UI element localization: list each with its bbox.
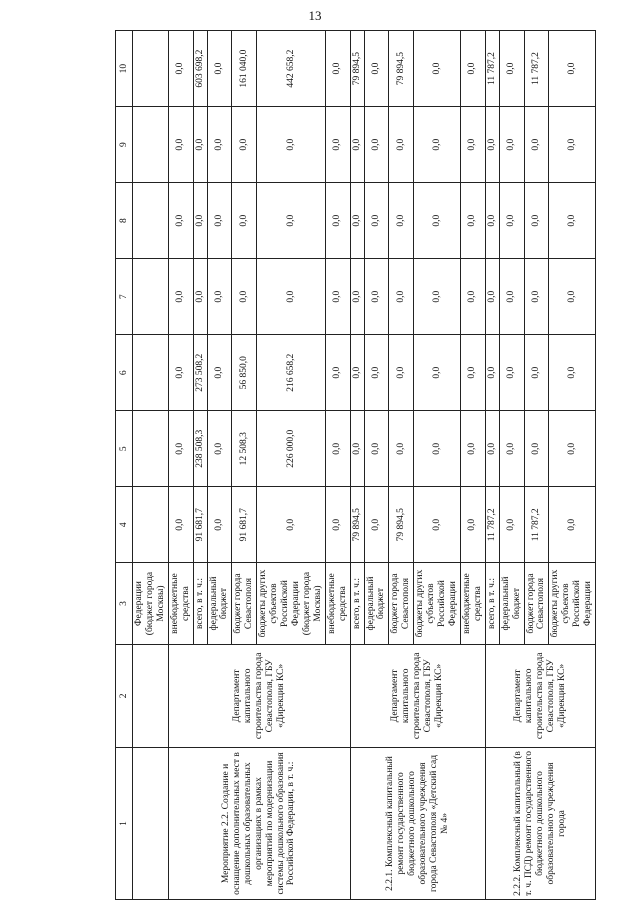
value-cell: 0,0 [499, 31, 524, 107]
column-number-row [116, 31, 133, 900]
value-cell: 0,0 [350, 107, 364, 183]
value-cell: 0,0 [193, 183, 207, 259]
value-cell: 0,0 [207, 107, 232, 183]
value-cell: 11 787,2 [524, 487, 549, 563]
value-cell: 0,0 [193, 259, 207, 335]
value-cell: 0,0 [549, 487, 596, 563]
page-number: 13 [308, 8, 322, 23]
value-cell: 0,0 [414, 335, 461, 411]
value-cell: 0,0 [499, 183, 524, 259]
col-number: 9 [116, 107, 133, 183]
value-cell: 442 658,2 [257, 31, 326, 107]
value-cell: 0,0 [460, 259, 485, 335]
funding-source: Федерации (бюджет города Москвы) [133, 563, 169, 644]
value-cell: 238 508,3 [193, 411, 207, 487]
value-cell: 0,0 [460, 31, 485, 107]
value-cell: 0,0 [350, 183, 364, 259]
table-row [168, 31, 193, 900]
funding-source: бюджеты других субъектов Российской Федерации [549, 563, 596, 644]
value-cell: 0,0 [414, 487, 461, 563]
value-cell: 0,0 [325, 411, 350, 487]
value-cell: 0,0 [499, 259, 524, 335]
funding-source: бюджет города Севастополя [524, 563, 549, 644]
value-cell: 0,0 [460, 107, 485, 183]
col-number: 1 [116, 747, 133, 899]
value-cell: 0,0 [485, 259, 499, 335]
value-cell: 0,0 [325, 335, 350, 411]
value-cell: 0,0 [257, 107, 326, 183]
value-cell: 0,0 [460, 335, 485, 411]
value-cell: 0,0 [549, 335, 596, 411]
value-cell: 0,0 [364, 487, 389, 563]
value-cell: 0,0 [414, 411, 461, 487]
value-cell: 0,0 [414, 31, 461, 107]
rotated-table-area [115, 30, 605, 900]
value-cell: 0,0 [524, 107, 549, 183]
value-cell: 0,0 [207, 411, 232, 487]
value-cell: 0,0 [364, 31, 389, 107]
value-cell: 0,0 [549, 259, 596, 335]
value-cell: 0,0 [207, 487, 232, 563]
value-cell: 11 787,2 [485, 31, 499, 107]
value-cell: 0,0 [257, 183, 326, 259]
funding-source: внебюджетные средства [460, 563, 485, 644]
value-cell: 0,0 [485, 335, 499, 411]
value-cell: 0,0 [389, 183, 414, 259]
executor: Департамент капитального строительства города Севастополя, ГБУ «Дирекция КС» [485, 644, 595, 747]
value-cell: 0,0 [207, 259, 232, 335]
value-cell: 0,0 [350, 259, 364, 335]
value-cell: 0,0 [549, 411, 596, 487]
value-cell: 0,0 [549, 31, 596, 107]
value-cell: 0,0 [364, 107, 389, 183]
funding-source: всего, в т. ч.: [193, 563, 207, 644]
value-cell: 0,0 [549, 107, 596, 183]
funding-source: бюджет города Севастополя [389, 563, 414, 644]
value-cell: 0,0 [168, 335, 193, 411]
continuation-row [133, 31, 169, 900]
value-cell: 0,0 [325, 31, 350, 107]
value-cell: 0,0 [389, 259, 414, 335]
value-cell: 0,0 [499, 487, 524, 563]
value-cell: 0,0 [325, 259, 350, 335]
value-cell: 0,0 [168, 183, 193, 259]
value-cell: 0,0 [524, 259, 549, 335]
value-cell: 0,0 [364, 259, 389, 335]
rotated-content [115, 30, 605, 900]
funding-source: всего, в т. ч.: [485, 563, 499, 644]
col-number: 5 [116, 411, 133, 487]
value-cell: 0,0 [524, 183, 549, 259]
value-cell: 79 894,5 [389, 31, 414, 107]
funding-source: бюджет города Севастополя [232, 563, 257, 644]
value-cell: 0,0 [524, 335, 549, 411]
value-cell: 0,0 [232, 183, 257, 259]
funding-table [115, 30, 596, 900]
value-cell: 11 787,2 [485, 487, 499, 563]
value-cell: 0,0 [389, 107, 414, 183]
value-cell: 0,0 [168, 411, 193, 487]
event-name: 2.2.1. Комплексный капитальный ремонт государственного бюджетного дошкольного образовательного учреждения города Севастополя «Детский сад № 4» [350, 747, 485, 899]
funding-source: федеральный бюджет [499, 563, 524, 644]
col-number: 6 [116, 335, 133, 411]
value-cell: 79 894,5 [389, 487, 414, 563]
value-cell: 0,0 [414, 107, 461, 183]
table-body [133, 31, 596, 900]
value-cell: 0,0 [549, 183, 596, 259]
value-cell: 0,0 [524, 411, 549, 487]
value-cell: 0,0 [325, 107, 350, 183]
value-cell: 0,0 [460, 487, 485, 563]
col-number: 8 [116, 183, 133, 259]
value-cell: 0,0 [414, 259, 461, 335]
value-cell: 0,0 [232, 107, 257, 183]
funding-source: бюджеты других субъектов Российской Федерации (бюджет города Москвы) [257, 563, 326, 644]
value-cell: 0,0 [325, 183, 350, 259]
value-cell: 0,0 [460, 183, 485, 259]
value-cell: 0,0 [485, 411, 499, 487]
value-cell: 0,0 [168, 259, 193, 335]
executor: Департамент капитального строительства города Севастополя, ГБУ «Дирекция КС» [350, 644, 485, 747]
value-cell: 0,0 [168, 107, 193, 183]
funding-source: всего, в т. ч.: [350, 563, 364, 644]
funding-source: внебюджетные средства [168, 563, 193, 644]
col-number: 7 [116, 259, 133, 335]
table-row [350, 31, 364, 900]
col-number: 4 [116, 487, 133, 563]
value-cell: 0,0 [207, 335, 232, 411]
funding-source: внебюджетные средства [325, 563, 350, 644]
value-cell: 91 681,7 [193, 487, 207, 563]
value-cell: 79 894,5 [350, 31, 364, 107]
executor: Департамент капитального строительства города Севастополя, ГБУ «Дирекция КС» [168, 644, 350, 747]
value-cell: 216 658,2 [257, 335, 326, 411]
value-cell: 0,0 [485, 107, 499, 183]
value-cell: 0,0 [499, 107, 524, 183]
value-cell: 0,0 [168, 487, 193, 563]
value-cell: 226 000,0 [257, 411, 326, 487]
value-cell: 0,0 [389, 335, 414, 411]
funding-source: федеральный бюджет [364, 563, 389, 644]
table-row [485, 31, 499, 900]
value-cell: 161 040,0 [232, 31, 257, 107]
value-cell: 273 508,2 [193, 335, 207, 411]
value-cell: 0,0 [364, 335, 389, 411]
event-name: 2.2.2. Комплексный капитальный (в т. ч. ПСД) ремонт государственного бюджетного дошкольного образовательного учреждения города [485, 747, 595, 899]
event-name: Мероприятие 2.2. Создание и оснащение дополнительных мест в дошкольных образовательных организациях в рамках мероприятий по модернизации системы дошкольного образования Российской Федерации, в т. ч.: [168, 747, 350, 899]
value-cell: 0,0 [207, 31, 232, 107]
value-cell: 0,0 [193, 107, 207, 183]
value-cell: 0,0 [168, 31, 193, 107]
value-cell: 0,0 [325, 487, 350, 563]
value-cell: 0,0 [485, 183, 499, 259]
value-cell: 0,0 [499, 335, 524, 411]
value-cell: 0,0 [232, 259, 257, 335]
value-cell: 0,0 [207, 183, 232, 259]
value-cell: 0,0 [364, 183, 389, 259]
value-cell: 0,0 [499, 411, 524, 487]
value-cell: 603 698,2 [193, 31, 207, 107]
col-number: 10 [116, 31, 133, 107]
value-cell: 11 787,2 [524, 31, 549, 107]
col-number: 3 [116, 563, 133, 644]
value-cell: 0,0 [350, 335, 364, 411]
value-cell: 79 894,5 [350, 487, 364, 563]
value-cell: 0,0 [389, 411, 414, 487]
value-cell: 0,0 [414, 183, 461, 259]
funding-source: бюджеты других субъектов Российской Федерации [414, 563, 461, 644]
value-cell: 0,0 [460, 411, 485, 487]
value-cell: 0,0 [350, 411, 364, 487]
value-cell: 0,0 [364, 411, 389, 487]
value-cell: 12 508,3 [232, 411, 257, 487]
value-cell: 91 681,7 [232, 487, 257, 563]
value-cell: 56 850,0 [232, 335, 257, 411]
value-cell: 0,0 [257, 487, 326, 563]
funding-source: федеральный бюджет [207, 563, 232, 644]
col-number: 2 [116, 644, 133, 747]
value-cell: 0,0 [257, 259, 326, 335]
